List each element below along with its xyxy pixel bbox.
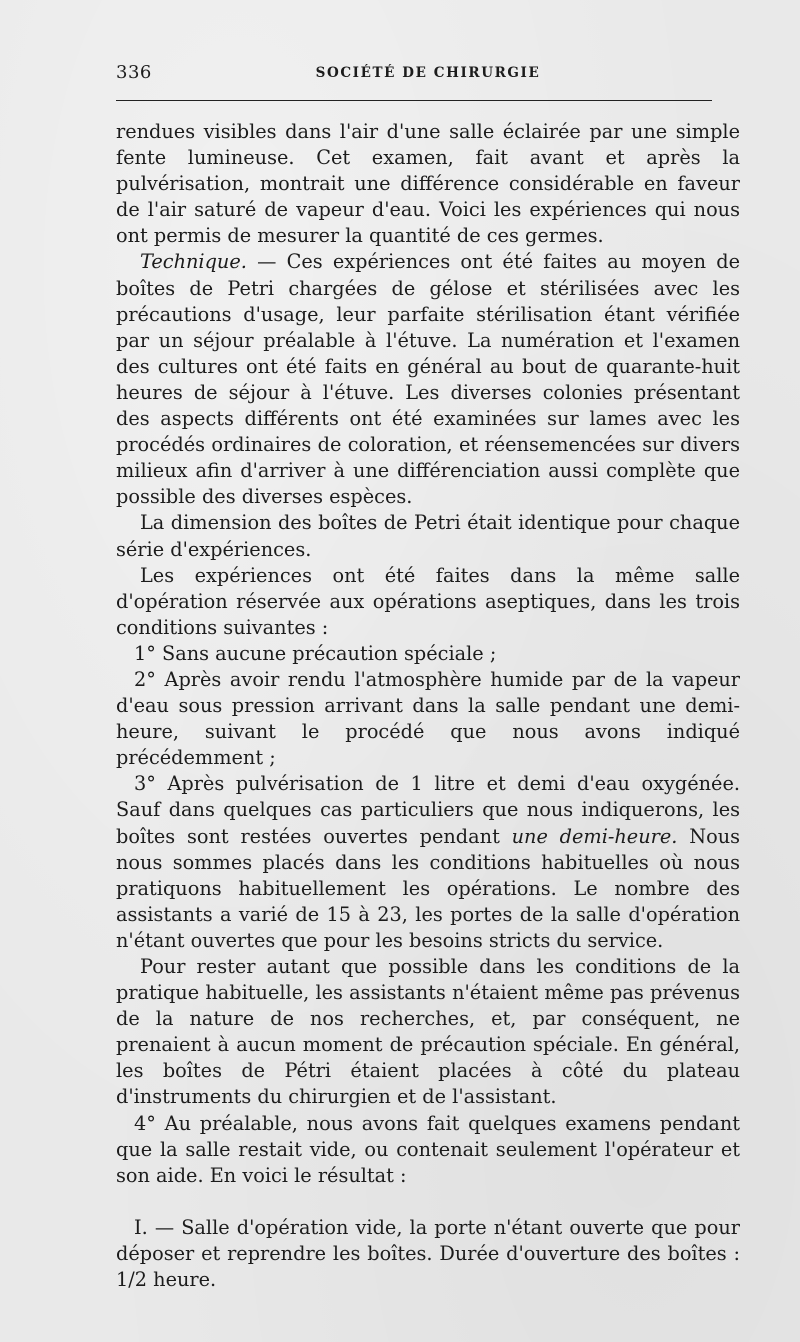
journal-title: SOCIÉTÉ DE CHIRURGIE (315, 65, 541, 81)
condition-4: 4° Au préalable, nous avons fait quelques examens pendant que la salle restait vide, ou contenait seulement l'opérateur et son aide. En voici le résultat : (116, 1111, 740, 1187)
body-text (116, 119, 740, 1293)
header-rule (116, 100, 712, 101)
paragraph-continued: rendues visibles dans l'air d'une salle éclairée par une simple fente lumineuse. Cet examen, fait avant et après la pulvérisation, montrait une différence considérable en faveur de l'air saturé de vapeur d'eau. Voici les expériences qui nous ont permis de mesurer la quantité de ces germes. (116, 120, 740, 248)
running-head (116, 62, 740, 86)
result-I: I. — Salle d'opération vide, la porte n'étant ouverte que pour déposer et reprendre les boîtes. Durée d'ouverture des boîtes : 1/2 heure. (116, 1215, 740, 1292)
condition-3 (116, 771, 740, 954)
condition-3-emphasis: une demi-heure. (511, 824, 678, 848)
technique-label: Technique. (140, 250, 247, 274)
technique-text: — Ces expériences ont été faites au moyen de boîtes de Petri chargées de gélose et stérilisées avec les précautions d'usage, leur parfaite stérilisation étant vérifiée par un séjour préalable à l'étuve. La numération et l'examen des cultures ont été faits en général au bout de quarante-huit heures de séjour à l'étuve. Les diverses colonies présentant des aspects différents ont été examinées sur lames avec les procédés ordinaires de coloration, et réensemencées sur divers milieux afin d'arriver à une différenciation aussi complète que possible des diverses espèces. (116, 250, 740, 509)
condition-1: 1° Sans aucune précaution spéciale ; (134, 641, 497, 665)
paragraph-technique (116, 249, 740, 510)
condition-2: 2° Après avoir rendu l'atmosphère humide par de la vapeur d'eau sous pression arrivant dans la salle pendant une demi-heure, suivant le procédé que nous avons indiqué précédemment ; (116, 667, 740, 770)
condition-3-text-before: 3° Après pulvérisation de 1 litre et demi d'eau oxygénée. Sauf dans quelques cas particuliers que nous indiquerons, les boîtes sont restées ouvertes pendant (116, 772, 740, 848)
condition-3-text-after: Nous nous sommes placés dans les conditions habituelles où nous pratiquons habituellement les opérations. Le nombre des assistants a varié de 15 à 23, les portes de la salle d'opération n'étant ouvertes que pour les besoins stricts du service. (116, 824, 741, 952)
paragraph-conditions-intro: Les expériences ont été faites dans la même salle d'opération réservée aux opérations aseptiques, dans les trois conditions suivantes : (116, 563, 740, 639)
page-number: 336 (116, 62, 152, 83)
paragraph-dimension: La dimension des boîtes de Petri était identique pour chaque série d'expériences. (116, 511, 740, 561)
paragraph-practice: Pour rester autant que possible dans les conditions de la pratique habituelle, les assistants n'étaient même pas prévenus de la nature de nos recherches, et, par conséquent, ne prenaient à aucun moment de précaution spéciale. En général, les boîtes de Pétri étaient placées à côté du plateau d'instruments du chirurgien et de l'assistant. (116, 955, 740, 1109)
